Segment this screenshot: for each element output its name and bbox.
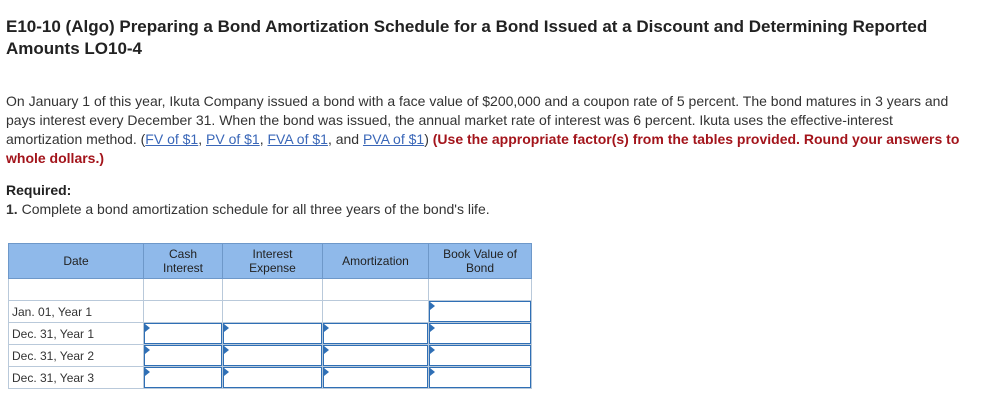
input-marker-icon: [145, 324, 150, 332]
cash-interest-input-y3[interactable]: [144, 367, 222, 388]
book-value-input-y3[interactable]: [429, 367, 531, 388]
input-marker-icon: [324, 346, 329, 354]
book-value-cell: [429, 345, 532, 367]
spacer-row: [9, 279, 532, 301]
cash-interest-cell: [144, 345, 223, 367]
header-cash-interest: Cash Interest: [144, 244, 223, 279]
cash-interest-input-y2[interactable]: [144, 345, 222, 366]
input-marker-icon: [324, 368, 329, 376]
input-marker-icon: [324, 324, 329, 332]
amortization-input-y3[interactable]: [323, 367, 428, 388]
amortization-cell: [323, 367, 429, 389]
table-row: [9, 345, 532, 367]
interest-expense-cell: [223, 345, 323, 367]
amortization-schedule-table: [8, 243, 532, 389]
interest-expense-input-y3[interactable]: [223, 367, 322, 388]
header-amortization: Amortization: [323, 244, 429, 279]
book-value-cell: [429, 323, 532, 345]
cash-interest-cell: [144, 323, 223, 345]
table-row: [9, 323, 532, 345]
interest-expense-cell: [223, 367, 323, 389]
input-marker-icon: [430, 324, 435, 332]
header-interest-expense: Interest Expense: [223, 244, 323, 279]
amortization-cell: [323, 345, 429, 367]
required-heading: Required:: [6, 182, 72, 198]
table-header-row: [9, 244, 532, 279]
instruction-text: (Use the appropriate factor(s) from the tables provided. Round your answers to whole dollars.): [6, 131, 960, 166]
book-value-input-y2[interactable]: [429, 345, 531, 366]
amortization-input-y2[interactable]: [323, 345, 428, 366]
input-marker-icon: [430, 368, 435, 376]
amortization-cell-disabled: [323, 301, 429, 323]
book-value-cell: [429, 301, 532, 323]
row-date: Jan. 01, Year 1: [9, 301, 144, 323]
input-marker-icon: [145, 368, 150, 376]
fv-table-link[interactable]: FV of $1: [145, 131, 199, 147]
cash-interest-cell: [144, 367, 223, 389]
book-value-cell: [429, 367, 532, 389]
row-date: Dec. 31, Year 2: [9, 345, 144, 367]
problem-title: E10-10 (Algo) Preparing a Bond Amortization Schedule for a Bond Issued at a Discount and Determining Reported Amounts LO10-4: [6, 17, 928, 58]
input-marker-icon: [224, 324, 229, 332]
row-date: Dec. 31, Year 3: [9, 367, 144, 389]
input-marker-icon: [224, 368, 229, 376]
amortization-input-y1[interactable]: [323, 323, 428, 344]
cash-interest-input-y1[interactable]: [144, 323, 222, 344]
pv-table-link[interactable]: PV of $1: [206, 131, 260, 147]
header-book-value: Book Value of Bond: [429, 244, 532, 279]
input-marker-icon: [430, 302, 435, 310]
row-date: Dec. 31, Year 1: [9, 323, 144, 345]
pva-table-link[interactable]: PVA of $1: [362, 131, 425, 147]
interest-expense-cell-disabled: [223, 301, 323, 323]
fva-table-link[interactable]: FVA of $1: [267, 131, 328, 147]
required-item-1: 1. Complete a bond amortization schedule for all three years of the bond's life.: [6, 201, 490, 217]
amortization-cell: [323, 323, 429, 345]
description-text: On January 1 of this year, Ikuta Company issued a bond with a face value of $200,000 and a coupon rate of 5 percent. The bond matures in 3 years and pays interest every December 31. When the bond was issued, the annual market rate of interest was 6 percent. Ikuta uses the effective-interest amortization method. (: [6, 93, 949, 147]
book-value-input-jan1-y1[interactable]: [429, 301, 531, 322]
book-value-input-y1[interactable]: [429, 323, 531, 344]
problem-description: On January 1 of this year, Ikuta Company issued a bond with a face value of $200,000 and a coupon rate of 5 percent. The bond matures in 3 years and pays interest every December 31. When the bond was issued, the annual market rate of interest was 6 percent. Ikuta uses the effective-interest amortization method. (FV of $1, PV of $1, FVA of $1, and PVA of $1) (Use the appropriate factor(s) from the tables provided. Round your answers to whole dollars.): [6, 93, 960, 166]
interest-expense-input-y1[interactable]: [223, 323, 322, 344]
input-marker-icon: [145, 346, 150, 354]
header-date: Date: [9, 244, 144, 279]
table-row: [9, 367, 532, 389]
cash-interest-cell-disabled: [144, 301, 223, 323]
interest-expense-cell: [223, 323, 323, 345]
input-marker-icon: [224, 346, 229, 354]
table-row: [9, 301, 532, 323]
input-marker-icon: [430, 346, 435, 354]
interest-expense-input-y2[interactable]: [223, 345, 322, 366]
